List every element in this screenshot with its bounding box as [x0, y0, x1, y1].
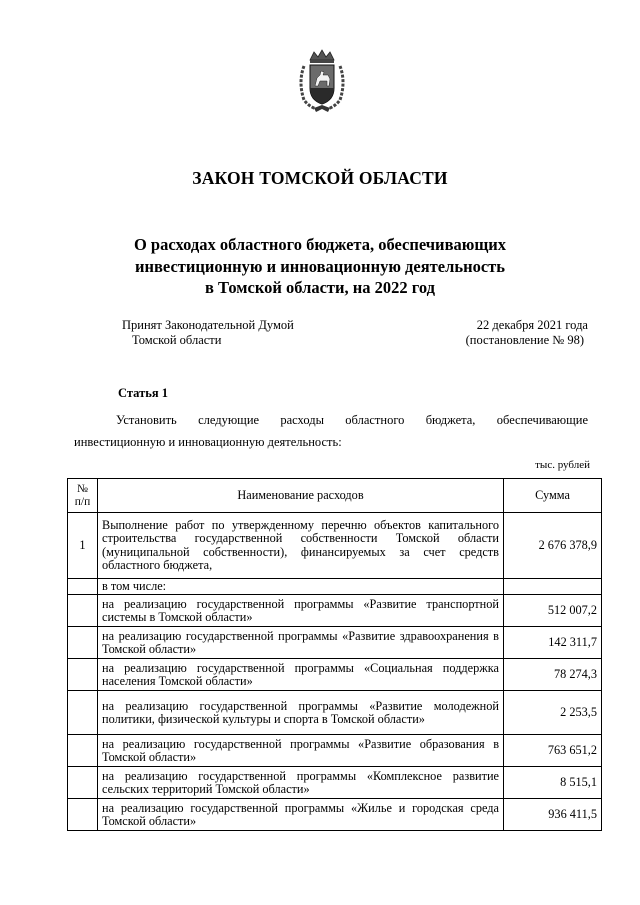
row-number-empty — [68, 627, 98, 659]
row-name: на реализацию государственной программы «Социальная поддержка населения Томской области» — [98, 659, 504, 691]
row-sum: 142 311,7 — [504, 627, 602, 659]
table-row — [68, 799, 602, 831]
table-header-row — [68, 479, 602, 513]
table-row — [68, 659, 602, 691]
adoption-date-block — [466, 318, 588, 348]
row-sum: 2 676 378,9 — [504, 513, 602, 579]
adopted-by-line: Принят Законодательной Думой — [122, 318, 294, 332]
subtitle-line: инвестиционную и инновационную деятельность — [135, 256, 505, 276]
row-number-empty — [68, 579, 98, 595]
row-name: на реализацию государственной программы «Комплексное развитие сельских территорий Томской области» — [98, 767, 504, 799]
table-row — [68, 767, 602, 799]
row-number-empty — [68, 799, 98, 831]
subtitle-line: О расходах областного бюджета, обеспечивающих — [133, 235, 507, 254]
row-sum: 512 007,2 — [504, 595, 602, 627]
row-number-empty — [68, 767, 98, 799]
row-name: на реализацию государственной программы «Развитие транспортной системы в Томской области» — [98, 595, 504, 627]
law-subtitle — [100, 234, 540, 299]
row-sum: 936 411,5 — [504, 799, 602, 831]
row-number-empty — [68, 735, 98, 767]
units-label: тыс. рублей — [535, 459, 590, 471]
resolution-number: (постановление № 98) — [465, 333, 584, 347]
row-name: на реализацию государственной программы «Развитие молодежной политики, физической культуры и спорта в Томской области» — [98, 691, 504, 735]
row-name: на реализацию государственной программы «Развитие образования в Томской области» — [98, 735, 504, 767]
table-row — [68, 595, 602, 627]
including-label: в том числе: — [98, 579, 504, 595]
subtitle-line: в Томской области, на 2022 год — [205, 278, 435, 297]
article-text: Установить следующие расходы областного бюджета, обеспечивающие инвестиционную и инновационную деятельность: — [74, 413, 588, 449]
adopted-by — [122, 318, 294, 348]
header-number: № п/п — [68, 479, 98, 513]
row-name: на реализацию государственной программы «Жилье и городская среда Томской области» — [98, 799, 504, 831]
row-name: Выполнение работ по утвержденному перечню объектов капитального строительства государственной собственности Томской области (муниципальной собственности), финансируемых за счет средств областного бюджета, — [98, 513, 504, 579]
row-number-empty — [68, 659, 98, 691]
adopted-date: 22 декабря 2021 года — [476, 318, 588, 332]
budget-table — [67, 478, 602, 831]
table-row — [68, 691, 602, 735]
row-number: 1 — [68, 513, 98, 579]
row-sum: 78 274,3 — [504, 659, 602, 691]
row-sum: 763 651,2 — [504, 735, 602, 767]
table-row-main — [68, 513, 602, 579]
header-name: Наименование расходов — [98, 479, 504, 513]
row-number-empty — [68, 691, 98, 735]
tomsk-oblast-coat-of-arms-icon — [296, 48, 348, 114]
adopted-by-line: Томской области — [132, 333, 222, 347]
table-row — [68, 627, 602, 659]
row-sum: 2 253,5 — [504, 691, 602, 735]
row-name: на реализацию государственной программы «Развитие здравоохранения в Томской области» — [98, 627, 504, 659]
table-row — [68, 735, 602, 767]
row-sum-empty — [504, 579, 602, 595]
law-title: ЗАКОН ТОМСКОЙ ОБЛАСТИ — [192, 168, 448, 188]
header-sum: Сумма — [504, 479, 602, 513]
table-row-including — [68, 579, 602, 595]
article-title: Статья 1 — [118, 386, 168, 400]
row-sum: 8 515,1 — [504, 767, 602, 799]
row-number-empty — [68, 595, 98, 627]
